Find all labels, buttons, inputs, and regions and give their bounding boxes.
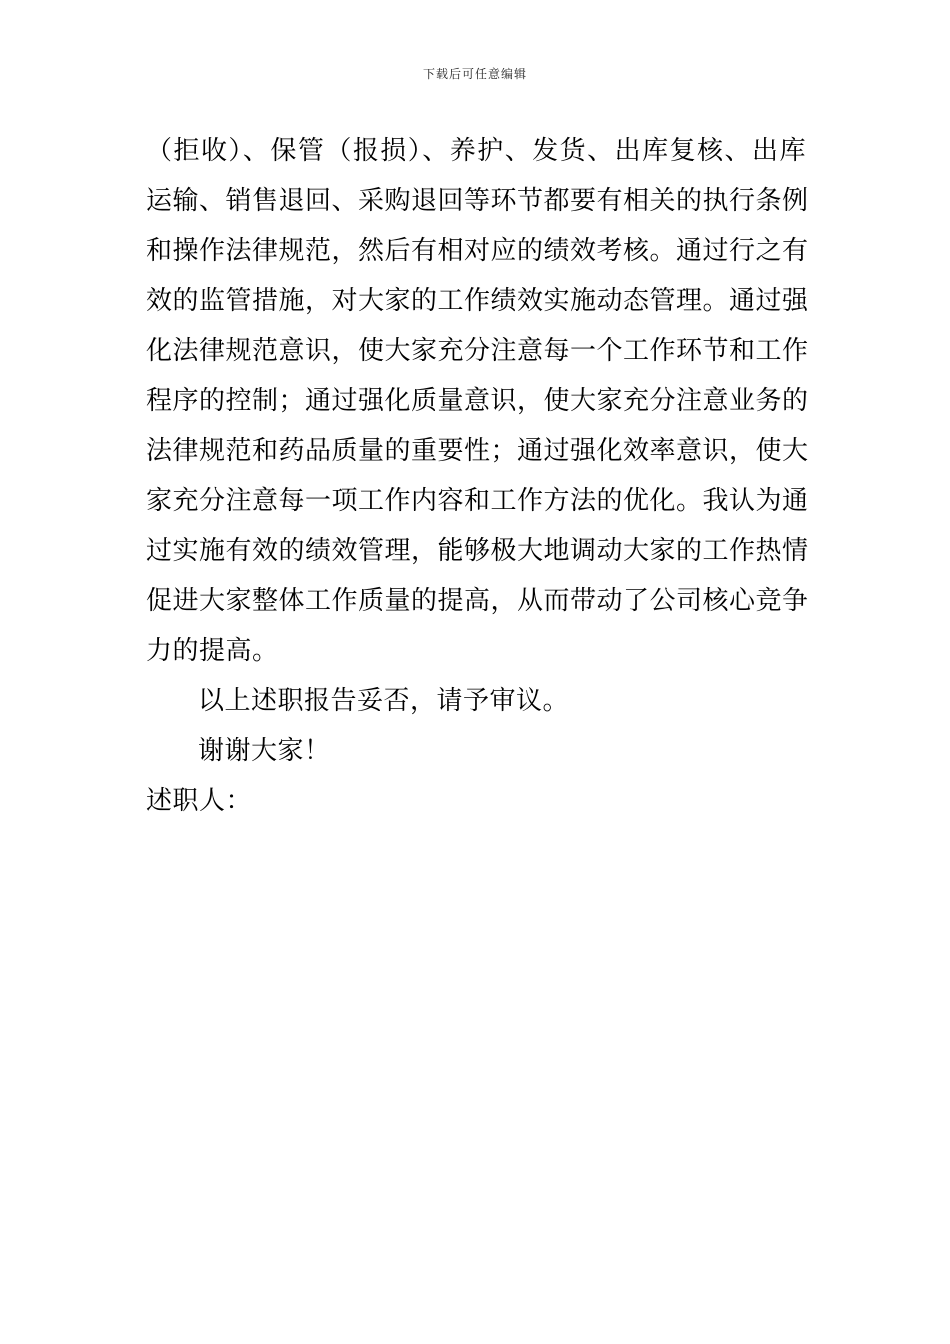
paragraph-line: 家充分注意每一项工作内容和工作方法的优化。我认为通 xyxy=(146,486,809,516)
paragraph-line: 运输、销售退回、采购退回等环节都要有相关的执行条例 xyxy=(146,186,809,216)
paragraph-line: 效的监管措施，对大家的工作绩效实施动态管理。通过强 xyxy=(146,286,809,316)
document-body xyxy=(146,126,809,826)
paragraph-line: 和操作法律规范，然后有相对应的绩效考核。通过行之有 xyxy=(146,236,809,266)
paragraph-line: 促进大家整体工作质量的提高，从而带动了公司核心竞争 xyxy=(146,586,809,616)
paragraph-line: 过实施有效的绩效管理，能够极大地调动大家的工作热情 xyxy=(146,536,809,566)
paragraph-line: 化法律规范意识，使大家充分注意每一个工作环节和工作 xyxy=(146,336,809,366)
closing-request: 以上述职报告妥否，请予审议。 xyxy=(198,686,570,716)
paragraph-line: 程序的控制；通过强化质量意识，使大家充分注意业务的 xyxy=(146,386,809,416)
thanks-line: 谢谢大家！ xyxy=(198,736,331,766)
paragraph-line: 法律规范和药品质量的重要性；通过强化效率意识，使大 xyxy=(146,436,809,466)
paragraph-line: 力的提高。 xyxy=(146,636,279,666)
paragraph-line: （拒收）、保管（报损）、养护、发货、出库复核、出库 xyxy=(146,136,806,166)
page-header-note: 下载后可任意编辑 xyxy=(422,67,527,81)
signature-label: 述职人： xyxy=(146,786,253,816)
